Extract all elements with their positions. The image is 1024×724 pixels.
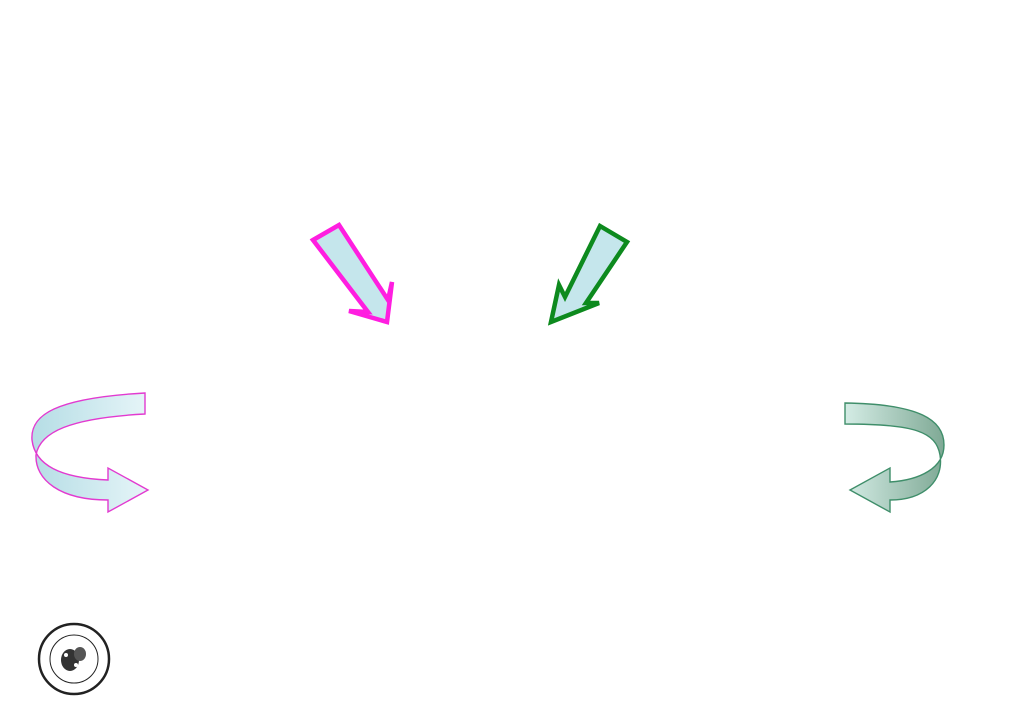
curved-arrow-right-icon — [845, 403, 944, 512]
consdabi-logo — [0, 0, 109, 694]
arrow-diossifenilalanina-icon — [551, 226, 627, 322]
arrow-triptofano-icon — [313, 225, 392, 322]
curved-arrow-left-icon — [32, 393, 148, 512]
